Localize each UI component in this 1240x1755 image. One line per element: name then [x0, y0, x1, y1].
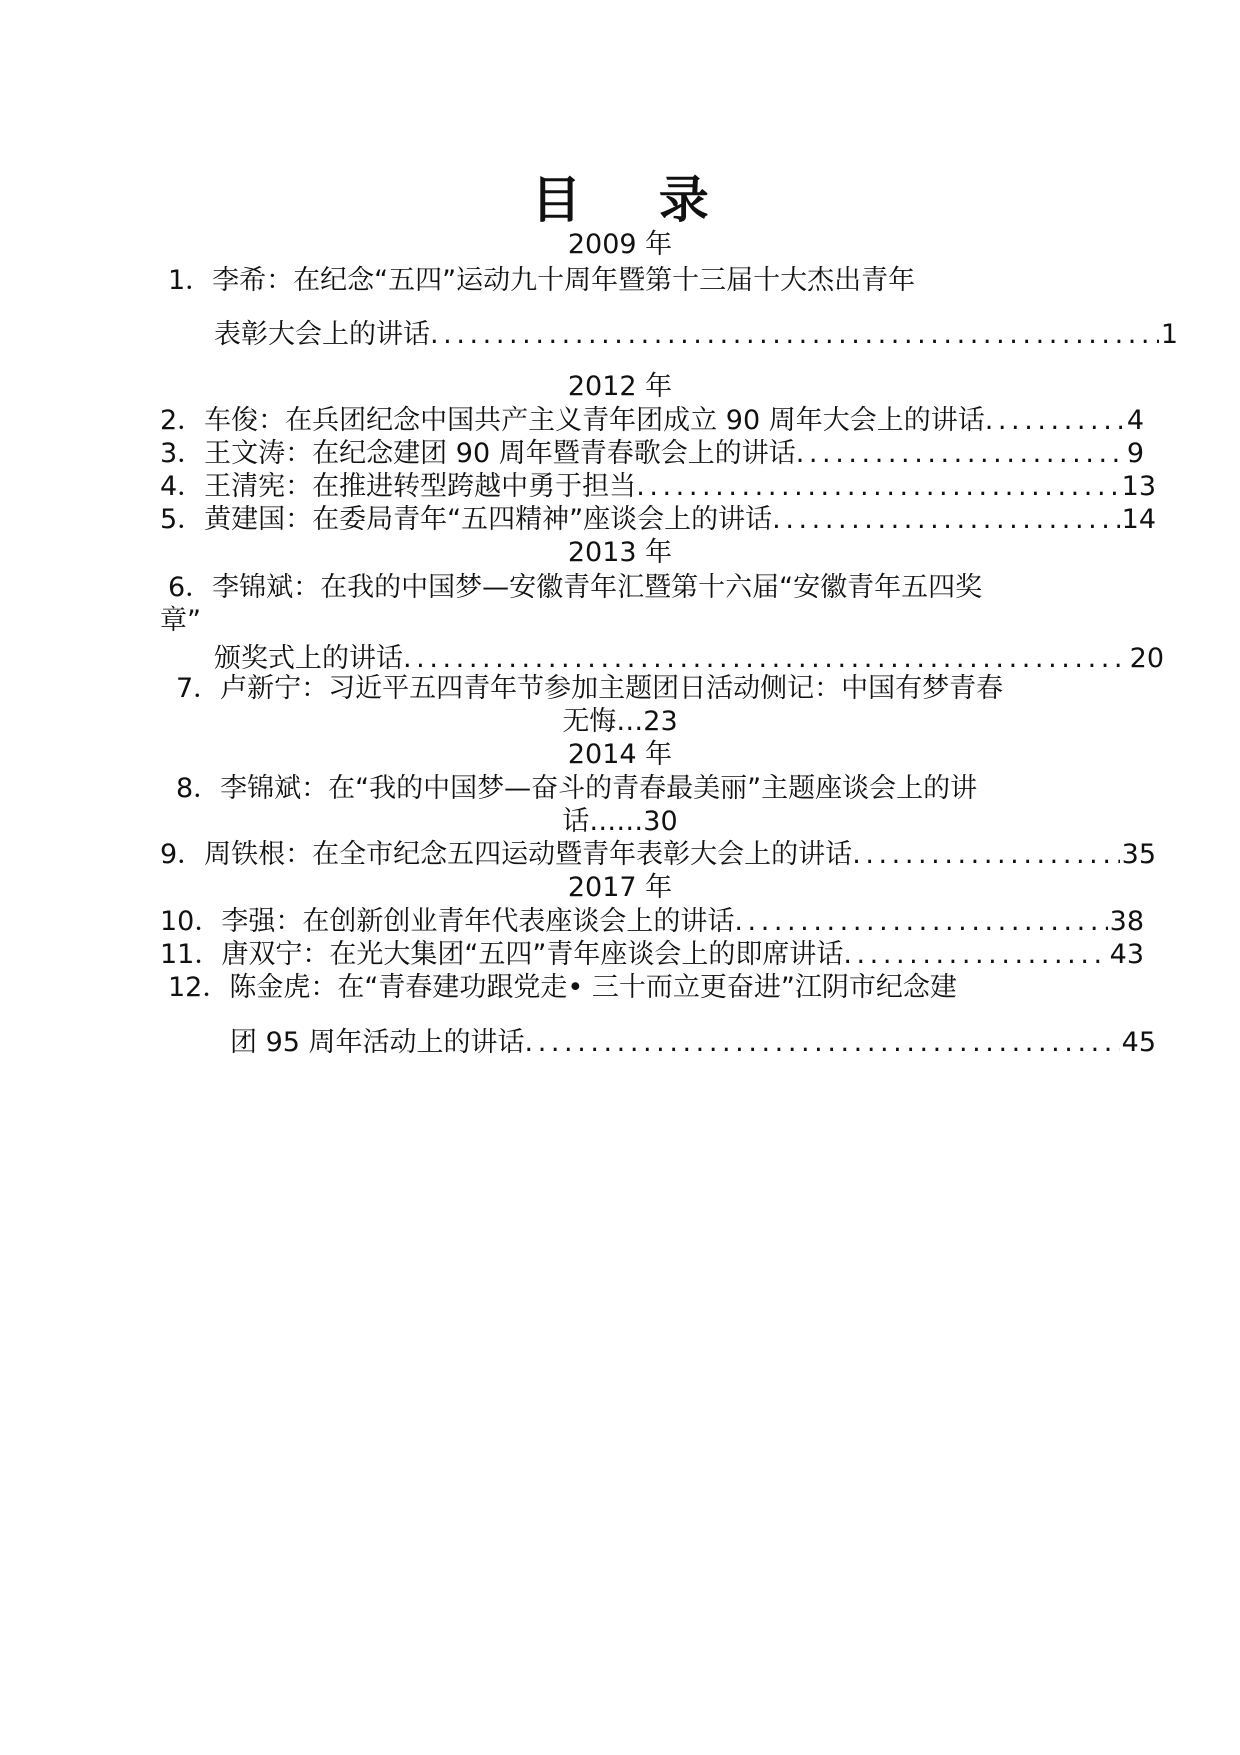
toc-entry-text: 3．王文涛：在纪念建团 90 周年暨青春歌会上的讲话	[160, 438, 796, 469]
dot-leader	[636, 470, 1119, 504]
toc-entry-4[interactable]	[160, 470, 1156, 504]
dot-leader	[852, 838, 1119, 872]
toc-entry-7-line2: 无悔…23	[562, 706, 678, 737]
toc-entry-text: 10．李强：在创新创业青年代表座谈会上的讲话	[160, 906, 735, 937]
page-number: 4	[1126, 405, 1144, 436]
toc-entry-5[interactable]	[160, 503, 1156, 537]
toc-entry-7-line1[interactable]: 7．卢新宁：习近平五四青年节参加主题团日活动侧记：中国有梦青春	[176, 673, 1004, 704]
page-number: 43	[1109, 939, 1144, 970]
page-number: 38	[1109, 906, 1144, 937]
toc-entry-6-line1-wrap: 章”	[160, 605, 201, 636]
toc-entry-text: 2．车俊：在兵团纪念中国共产主义青年团成立 90 周年大会上的讲话	[160, 405, 985, 436]
toc-entry-1-line2: 表彰大会上的讲话	[214, 319, 430, 350]
toc-entry-8-line2: 话……30	[562, 806, 678, 837]
toc-title: 目 录	[531, 171, 739, 229]
toc-entry-text: 11．唐双宁：在光大集团“五四”青年座谈会上的即席讲话	[160, 939, 844, 970]
dot-leader	[796, 437, 1125, 471]
page-number: 35	[1121, 839, 1156, 870]
toc-entry-text: 4．王清宪：在推进转型跨越中勇于担当	[160, 471, 637, 502]
dot-leader	[734, 905, 1107, 939]
page-number: 1	[1160, 319, 1178, 350]
toc-entry-6-line2: 颁奖式上的讲话	[214, 643, 403, 674]
toc-entry-12-line1: 12．陈金虎：在“青春建功跟党走• 三十而立更奋进”江阴市纪念建	[168, 972, 957, 1003]
page-number: 45	[1121, 1027, 1156, 1058]
toc-entry-3[interactable]	[160, 437, 1144, 471]
toc-entry-9[interactable]	[160, 838, 1156, 872]
toc-entry-12[interactable]	[230, 1026, 1156, 1060]
year-heading-2013: 2013 年	[567, 537, 673, 568]
page-number: 9	[1126, 438, 1144, 469]
toc-entry-text: 9．周铁根：在全市纪念五四运动暨青年表彰大会上的讲话	[160, 839, 853, 870]
dot-leader	[772, 503, 1119, 537]
page-number: 14	[1121, 504, 1156, 535]
dot-leader	[430, 318, 1159, 352]
year-heading-2017: 2017 年	[567, 872, 673, 903]
toc-entry-text: 5．黄建国：在委局青年“五四精神”座谈会上的讲话	[160, 504, 773, 535]
year-heading-2014: 2014 年	[567, 739, 673, 770]
dot-leader	[843, 938, 1107, 972]
page-number: 13	[1121, 471, 1156, 502]
year-heading-2012: 2012 年	[567, 371, 673, 402]
dot-leader	[985, 404, 1125, 438]
year-heading-2009: 2009 年	[567, 229, 673, 260]
dot-leader	[403, 642, 1128, 676]
page-number: 20	[1129, 643, 1164, 674]
toc-entry-10[interactable]	[160, 905, 1144, 939]
toc-entry-1[interactable]	[214, 318, 1178, 352]
toc-entry-8-line1[interactable]: 8．李锦斌：在“我的中国梦—奋斗的青春最美丽”主题座谈会上的讲	[176, 773, 978, 804]
dot-leader	[525, 1026, 1120, 1060]
toc-entry-11[interactable]	[160, 938, 1144, 972]
toc-entry-1-line1: 1．李希：在纪念“五四”运动九十周年暨第十三届十大杰出青年	[168, 265, 916, 296]
toc-entry-2[interactable]	[160, 404, 1144, 438]
toc-entry-6-line1: 6．李锦斌：在我的中国梦—安徽青年汇暨第十六届“安徽青年五四奖	[168, 572, 983, 603]
toc-entry-12-line2: 团 95 周年活动上的讲话	[230, 1027, 525, 1058]
toc-entry-6[interactable]	[214, 642, 1164, 676]
